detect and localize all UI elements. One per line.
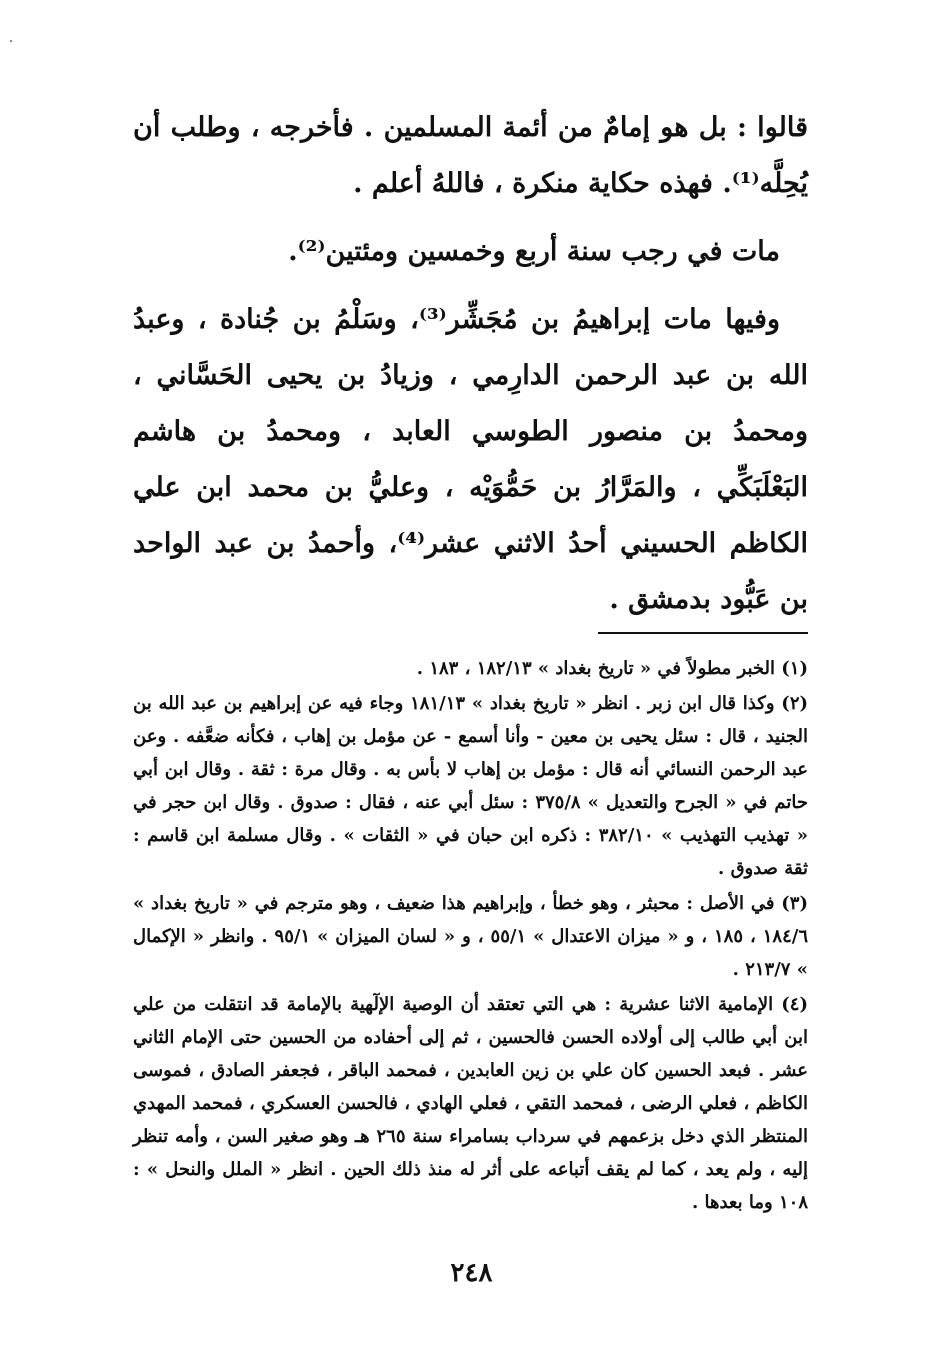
paragraph-2: مات في رجب سنة أربع وخمسين ومئتين⁽²⁾. bbox=[288, 236, 780, 267]
footnote-divider bbox=[598, 632, 808, 634]
footnote-2: (٢) وكذا قال ابن زبر . انظر « تاريخ بغداد » ١٨١/١٣ وجاء فيه عن إبراهيم بن عبد الله بن الجنيد ، قال : سئل يحيى بن معين - وأنا أسمع - عن مؤمل بن إهاب ، فكأنه ضعَّفه . وعن عبد الرحمن النسائي أنه قال : مؤمل بن إهاب لا بأس به . وقال مرة : ثقة . وقال ابن أبي حاتم في « الجرح والتعديل » ٣٧٥/٨ : سئل أبي عنه ، فقال : صدوق . وقال ابن حجر في « تهذيب التهذيب » ٣٨٢/١٠ : ذكره ابن حبان في « الثقات » . وقال مسلمة ابن قاسم : ثقة صدوق . bbox=[133, 693, 809, 879]
main-text-block bbox=[133, 100, 808, 628]
footnote-1: (١) الخبر مطولاً في « تاريخ بغداد » ١٨٢/١٣ ، ١٨٣ . bbox=[416, 658, 808, 679]
page-number: ٢٤٨ bbox=[450, 1258, 493, 1288]
paragraph-1: قالوا : بل هو إمامٌ من أئمة المسلمين . فأخرجه ، وطلب أن يُحِلَّه⁽¹⁾. فهذه حكاية منكرة ، فاللهُ أعلم . bbox=[133, 112, 808, 199]
footnote-3: (٣) في الأصل : محبثر ، وهو خطأ ، وإبراهيم هذا ضعيف ، وهو مترجم في « تاريخ بغداد » ١٨٤/٦ ، ١٨٥ ، و « ميزان الاعتدال » ٥٥/١ ، و « لسان الميزان » ٩٥/١ . وانظر « الإكمال » ٢١٣/٧ . bbox=[133, 893, 809, 980]
footnote-4: (٤) الإمامية الاثنا عشرية : هي التي تعتقد أن الوصية الإلٓهية بالإمامة قد انتقلت من علي ابن أبي طالب إلى أولاده الحسن فالحسين ، ثم إلى أحفاده من الحسين حتى الإمام الثاني عشر . فبعد الحسين كان علي بن زين العابدين ، فمحمد الباقر ، فجعفر الصادق ، فموسى الكاظم ، فعلي الرضى ، فمحمد التقي ، فعلي الهادي ، فالحسن العسكري ، فمحمد المهدي المنتظر الذي دخل بزعمهم في سرداب بسامراء سنة ٢٦٥ هـ وهو صغير السن ، وأمه تنظر إليه ، ولم يعد ، كما لم يقف أتباعه على أثر له منذ ذلك الحين . انظر « الملل والنحل » : ١٠٨ وما بعدها . bbox=[133, 994, 808, 1213]
footnotes-block bbox=[133, 652, 808, 1221]
paragraph-3: وفيها مات إبراهيمُ بن مُجَشِّر⁽³⁾، وسَلْمُ بن جُنادة ، وعبدُ الله بن عبد الرحمن الدارِمي ، وزيادُ بن يحيى الحَسَّاني ، ومحمدُ بن منصور الطوسي العابد ، ومحمدُ بن هاشم البَعْلَبَكِّي ، والمَرَّارُ بن حَمُّوَيْه ، وعليُّ بن محمد ابن علي الكاظم الحسيني أحدُ الاثني عشر⁽⁴⁾، وأحمدُ بن عبد الواحد بن عَبُّود بدمشق . bbox=[133, 304, 808, 615]
scan-speck bbox=[10, 40, 12, 42]
